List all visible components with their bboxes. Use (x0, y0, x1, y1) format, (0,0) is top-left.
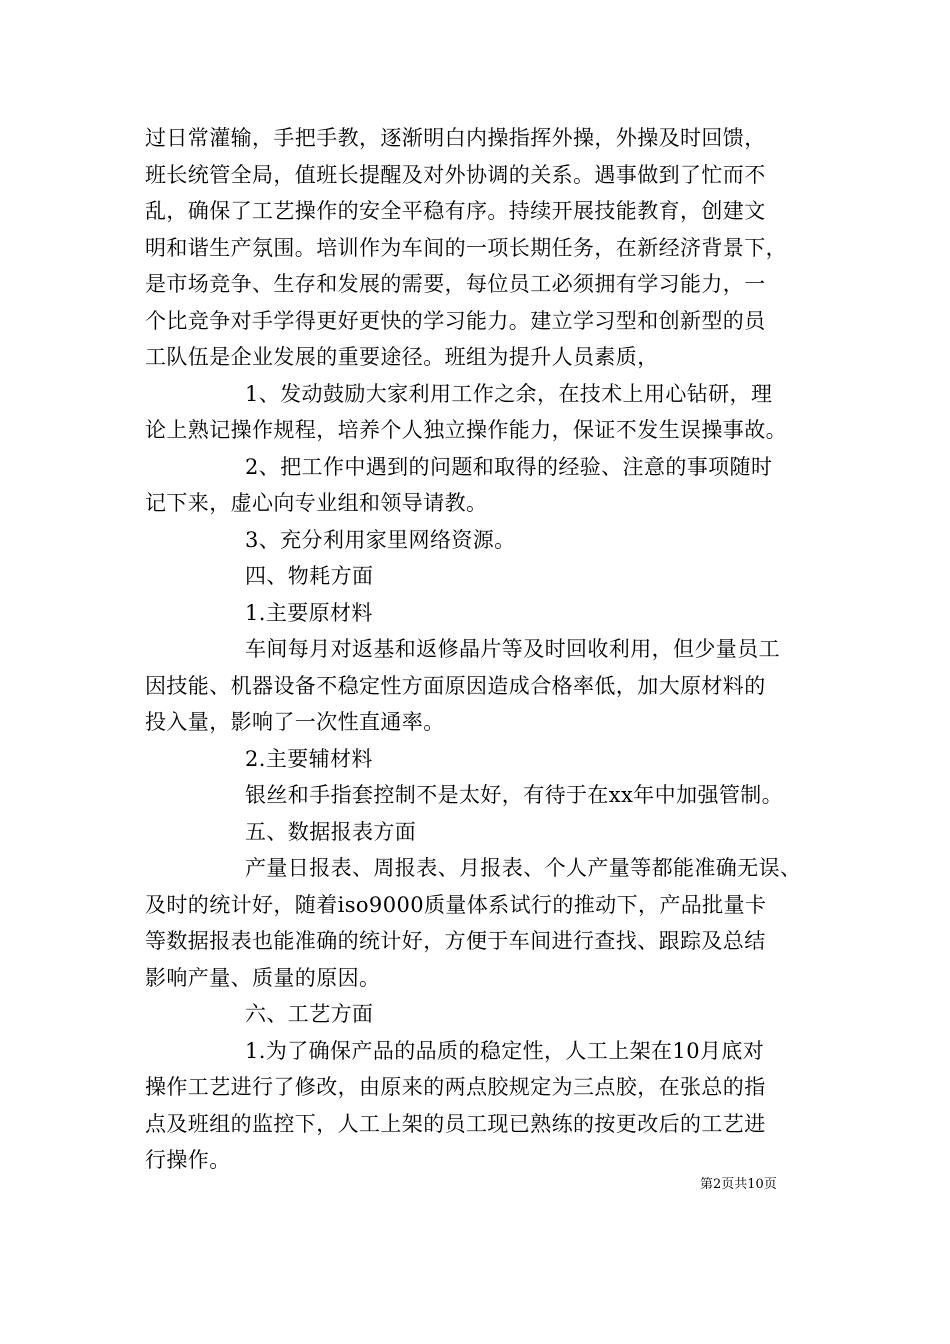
text-line: 点及班组的监控下，人工上架的员工现已熟练的按更改后的工艺进 (145, 1111, 766, 1136)
text-line: 等数据报表也能准确的统计好，方便于车间进行查找、跟踪及总结 (145, 929, 766, 953)
text-line: 记下来，虚心向专业组和领导请教。 (145, 491, 488, 515)
text-line: 工队伍是企业发展的重要途径。班组为提升人员素质， (145, 345, 659, 369)
text-line: 个比竞争对手学得更好更快的学习能力。建立学习型和创新型的员 (145, 308, 766, 333)
text-line: 投入量，影响了一次性直通率。 (145, 710, 445, 734)
text-line: 行操作。 (145, 1148, 231, 1172)
paragraph-start: 银丝和手指套控制不是太好，有待于在xx年中加强管制。 (245, 783, 784, 807)
section-heading: 五、数据报表方面 (245, 819, 417, 844)
subsection-heading: 1.主要原材料 (245, 600, 373, 625)
list-item-2: 2、把工作中遇到的问题和取得的经验、注意的事项随时 (245, 454, 773, 479)
text-line: 因技能、机器设备不稳定性方面原因造成合格率低，加大原材料的 (145, 673, 766, 698)
text-line: 过日常灌输，手把手教，逐渐明白内操指挥外操，外操及时回馈， (145, 126, 766, 150)
page-number-footer: 第2页共10页 (700, 1177, 777, 1192)
text-line: 明和谐生产氛围。培训作为车间的一项长期任务，在新经济背景下， (145, 235, 787, 260)
body-text (145, 120, 825, 1179)
text-line: 影响产量、质量的原因。 (145, 965, 381, 990)
text-line: 是市场竞争、生存和发展的需要，每位员工必须拥有学习能力，一 (145, 272, 766, 296)
text-line: 乱，确保了工艺操作的安全平稳有序。持续开展技能教育，创建文 (145, 199, 766, 223)
section-heading: 六、工艺方面 (245, 1002, 374, 1026)
text-line: 论上熟记操作规程，培养个人独立操作能力，保证不发生误操事故。 (145, 418, 787, 442)
paragraph-start: 产量日报表、周报表、月报表、个人产量等都能准确无误、 (245, 856, 802, 880)
section-heading: 四、物耗方面 (245, 564, 374, 588)
text-line: 及时的统计好，随着iso9000质量体系试行的推动下，产品批量卡 (145, 892, 767, 917)
text-line: 班长统管全局，值班长提醒及对外协调的关系。遇事做到了忙而不 (145, 162, 766, 187)
paragraph-start: 车间每月对返基和返修晶片等及时回收利用，但少量员工 (245, 637, 780, 661)
list-item-1: 1、发动鼓励大家利用工作之余，在技术上用心钻研，理 (245, 381, 773, 406)
text-line: 操作工艺进行了修改，由原来的两点胶规定为三点胶，在张总的指 (145, 1075, 766, 1099)
subsection-heading: 2.主要辅材料 (245, 746, 373, 771)
list-item-3: 3、充分利用家里网络资源。 (245, 527, 516, 552)
paragraph-start: 1.为了确保产品的品质的稳定性，人工上架在10月底对 (245, 1038, 765, 1063)
